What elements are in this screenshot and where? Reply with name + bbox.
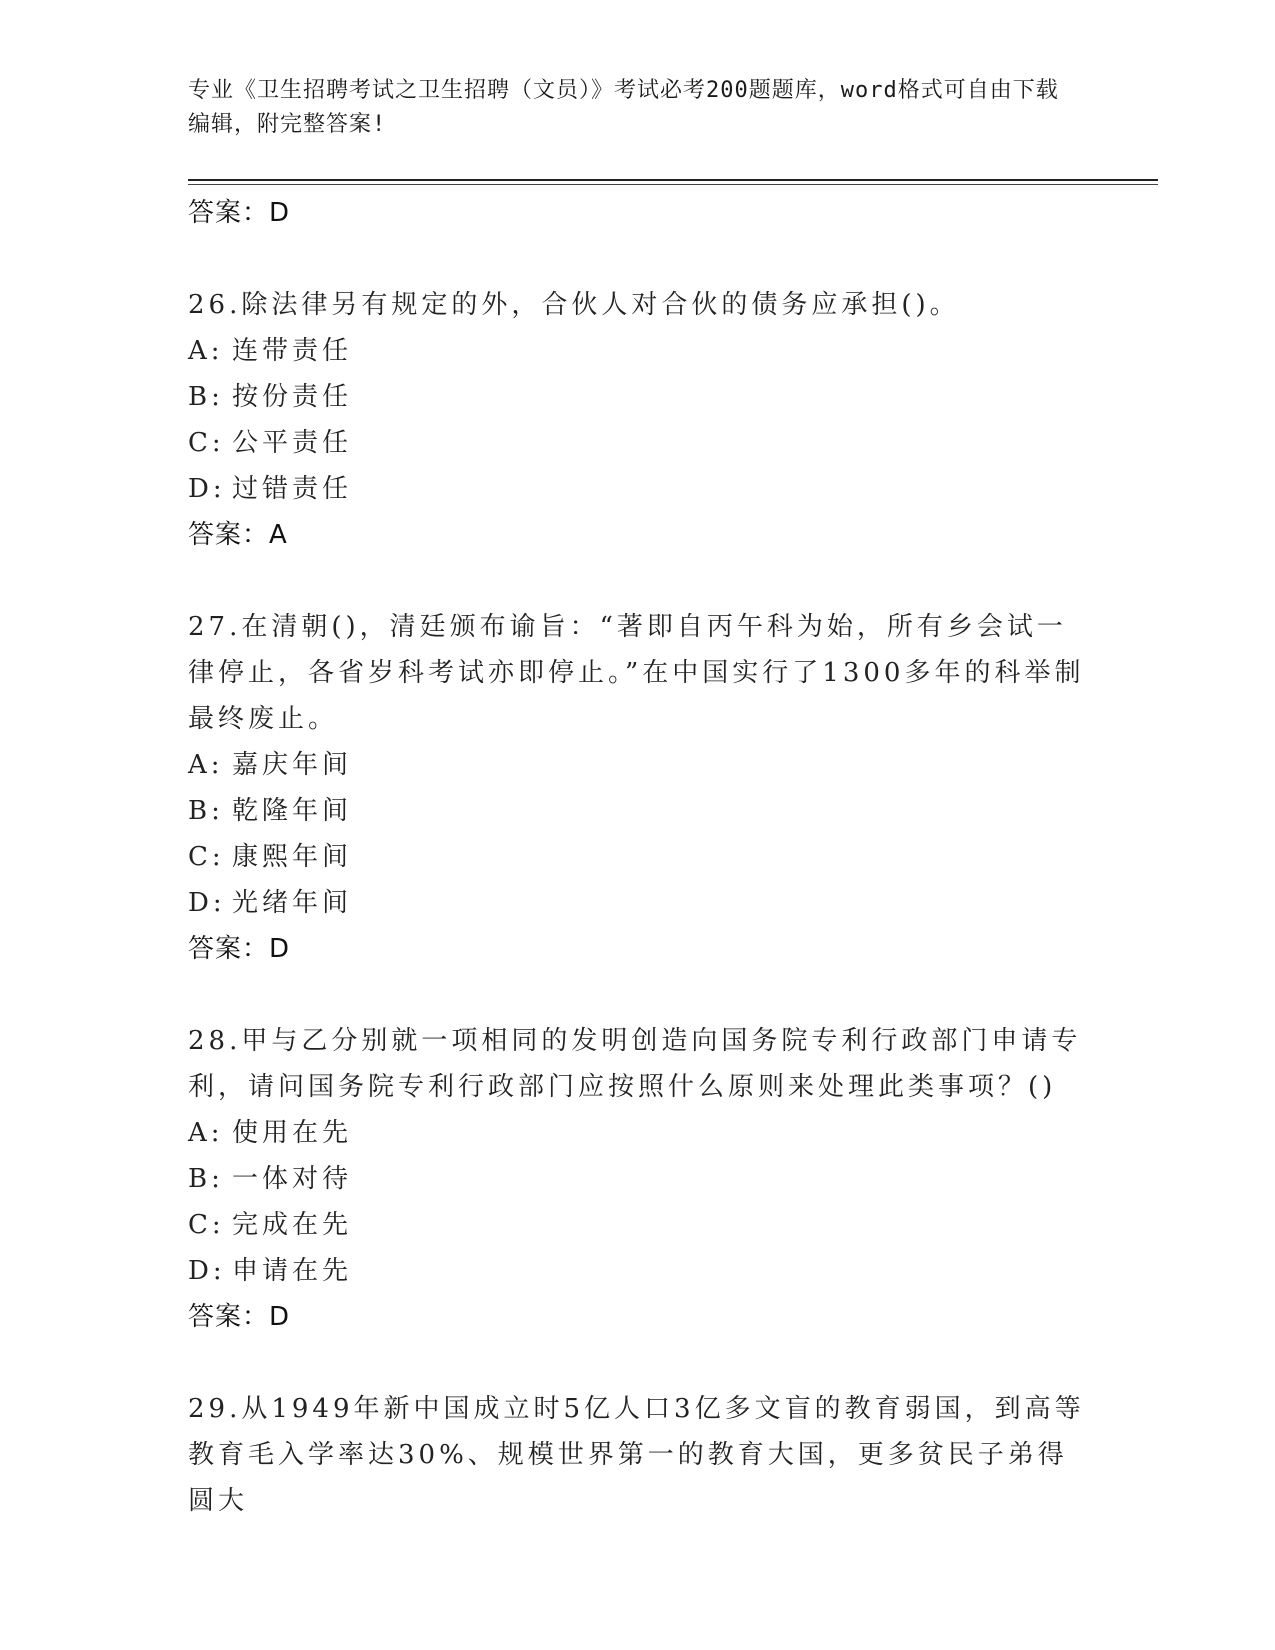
option-d <box>188 466 1088 512</box>
option-key: B: <box>188 796 224 826</box>
option-text: 按份责任 <box>232 382 353 412</box>
option-c <box>188 420 1088 466</box>
question-text: 27.在清朝()，清廷颁布谕旨：“著即自丙午科为始，所有乡会试一律停止，各省岁科考试亦即停止。”在中国实行了1300多年的科举制最终废止。 <box>188 612 1085 734</box>
option-c <box>188 1202 1088 1248</box>
question-list <box>188 190 1088 1524</box>
option-text: 完成在先 <box>232 1210 353 1240</box>
option-key: D: <box>188 1256 226 1286</box>
option-text: 使用在先 <box>232 1118 353 1148</box>
option-a <box>188 328 1088 374</box>
option-text: 过错责任 <box>232 474 353 504</box>
option-key: A: <box>188 336 224 366</box>
option-d <box>188 1248 1088 1294</box>
option-c <box>188 834 1088 880</box>
option-text: 嘉庆年间 <box>232 750 353 780</box>
option-text: 乾隆年间 <box>232 796 353 826</box>
option-a <box>188 1110 1088 1156</box>
option-b <box>188 788 1088 834</box>
option-key: A: <box>188 1118 224 1148</box>
answer-line: 答案：A <box>188 520 288 550</box>
answer-line: 答案：D <box>188 198 291 228</box>
question-27 <box>188 604 1088 972</box>
option-text: 申请在先 <box>232 1256 353 1286</box>
option-key: B: <box>188 1164 224 1194</box>
option-b <box>188 1156 1088 1202</box>
option-text: 连带责任 <box>232 336 353 366</box>
header-rule-thin <box>188 184 1158 185</box>
option-text: 一体对待 <box>232 1164 353 1194</box>
option-key: D: <box>188 474 226 504</box>
option-key: A: <box>188 750 224 780</box>
answer-line: 答案：D <box>188 1302 291 1332</box>
option-text: 康熙年间 <box>232 842 353 872</box>
question-26 <box>188 282 1088 558</box>
option-text: 公平责任 <box>232 428 353 458</box>
question-text: 29.从1949年新中国成立时5亿人口3亿多文盲的教育弱国，到高等教育毛入学率达30%、规模世界第一的教育大国，更多贫民子弟得圆大 <box>188 1394 1085 1516</box>
option-text: 光绪年间 <box>232 888 353 918</box>
question-text: 26.除法律另有规定的外，合伙人对合伙的债务应承担()。 <box>188 290 960 320</box>
answer-line: 答案：D <box>188 934 291 964</box>
option-key: C: <box>188 1210 225 1240</box>
page-header: 专业《卫生招聘考试之卫生招聘（文员）》考试必考200题题库，word格式可自由下载编辑，附完整答案! <box>188 78 1059 137</box>
header-rule <box>188 179 1158 181</box>
option-key: D: <box>188 888 226 918</box>
option-key: C: <box>188 842 225 872</box>
option-key: B: <box>188 382 224 412</box>
question-28 <box>188 1018 1088 1340</box>
option-b <box>188 374 1088 420</box>
question-text: 28.甲与乙分别就一项相同的发明创造向国务院专利行政部门申请专利，请问国务院专利行政部门应按照什么原则来处理此类事项？() <box>188 1026 1082 1102</box>
question-29 <box>188 1386 1088 1524</box>
option-key: C: <box>188 428 225 458</box>
option-a <box>188 742 1088 788</box>
option-d <box>188 880 1088 926</box>
